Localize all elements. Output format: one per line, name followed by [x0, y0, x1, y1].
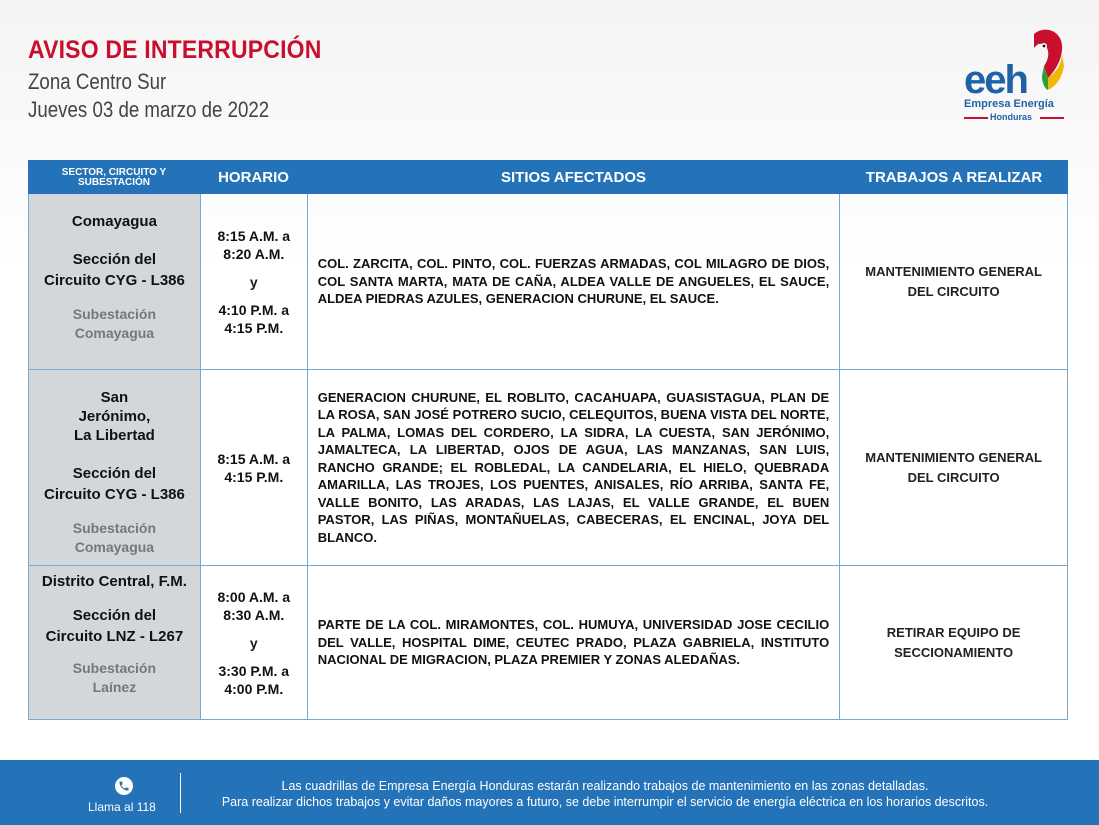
notice-header — [28, 36, 347, 123]
substation: Subestación Comayagua — [72, 306, 157, 341]
schedule-cell — [201, 370, 308, 566]
schedule-cell — [201, 194, 308, 370]
schedule-and: y — [249, 634, 258, 651]
sector-name: Distrito Central, F.M. — [41, 573, 187, 590]
notice-title: AVISO DE INTERRUPCIÓN — [28, 36, 322, 64]
logo-rule-left — [964, 117, 988, 119]
table-row — [28, 566, 1068, 720]
call-label: Llama al 118 — [88, 800, 156, 814]
schedule-second: 3:30 P.M. a 4:00 P.M. — [218, 662, 290, 697]
schedule-and: y — [249, 273, 258, 290]
work-cell — [840, 566, 1068, 720]
logo-company-name: Empresa Energía — [964, 98, 1054, 110]
sites-cell — [308, 566, 841, 720]
sector-cell — [29, 194, 201, 370]
work-cell — [840, 370, 1068, 566]
circuit-section: Sección del Circuito CYG - L386 — [43, 251, 185, 289]
footer-message — [190, 778, 1020, 810]
footer-message-line2: Para realizar dichos trabajos y evitar daños mayores a futuro, se debe interrumpir el servicio de energía eléctrica en los horarios descritos. — [221, 795, 989, 809]
circuit-section: Sección del Circuito CYG - L386 — [43, 465, 185, 503]
date-label: Jueves 03 de marzo de 2022 — [28, 97, 270, 122]
phone-icon[interactable] — [115, 777, 133, 795]
circuit-section: Sección del Circuito LNZ - L267 — [45, 607, 184, 645]
sector-name: San Jerónimo, La Libertad — [73, 389, 155, 444]
substation: Subestación Comayagua — [72, 520, 157, 555]
table-header — [28, 160, 1068, 194]
affected-sites: GENERACION CHURUNE, EL ROBLITO, CACAHUAPA, GUASISTAGUA, PLAN DE LA ROSA, SAN JOSÉ POTRERO SUCIO, CELEQUITOS, BUENA VISTA DEL NORTE, LA PALMA, LOMAS DEL CORDERO, LA SIDRA, LA CUESTA, SAN JERÓNIMO, JAMALTECA, LA LIBERTAD, OJOS DE AGUA, LAS MANZANAS, SAN LUIS, RANCHO GRANDE; EL ROBLEDAL, LA CANDELARIA, EL HIELO, QUEBRADA AMARILLA, LAS TROJES, LOS PUENTES, ANISALES, RÍO ARRIBA, SANTA FE, VALLE BONITO, LAS ARADAS, LAS LAJAS, EL VALLE GRANDE, EL BUEN PASTOR, LAS PIÑAS, MONTAÑUELAS, CABECERAS, EL ENCINAL, JOYA DEL BLANCO. — [317, 389, 830, 545]
header-horario: HORARIO — [218, 168, 289, 186]
affected-sites: COL. ZARCITA, COL. PINTO, COL. FUERZAS ARMADAS, COL MILAGRO DE DIOS, COL SANTA MARTA, MATA DE CAÑA, ALDEA VALLE DE ANGUELES, EL SAUCE, ALDEA PIEDRAS AZULES, GENERACION CHURUNE, EL SAUCE. — [317, 256, 830, 307]
work-description: MANTENIMIENTO GENERAL DEL CIRCUITO — [865, 449, 1042, 485]
interruption-table — [28, 160, 1068, 720]
work-description: MANTENIMIENTO GENERAL DEL CIRCUITO — [865, 263, 1042, 299]
logo-wordmark: eeh — [964, 58, 1027, 102]
sector-cell — [29, 566, 201, 720]
footer-message-line1: Las cuadrillas de Empresa Energía Honduras estarán realizando trabajos de mantenimiento en las zonas detalladas. — [281, 779, 929, 793]
table-row — [28, 194, 1068, 370]
header-sitios: SITIOS AFECTADOS — [500, 168, 646, 186]
sites-cell — [308, 194, 841, 370]
schedule-first: 8:15 A.M. a 4:15 P.M. — [217, 450, 291, 485]
work-description: RETIRAR EQUIPO DE SECCIONAMIENTO — [886, 624, 1021, 660]
table-row — [28, 370, 1068, 566]
header-trabajos: TRABAJOS A REALIZAR — [865, 168, 1043, 186]
schedule-cell — [201, 566, 308, 720]
footer-bar — [0, 760, 1099, 825]
logo-country: Honduras — [990, 112, 1033, 122]
eeh-logo — [960, 26, 1070, 126]
work-cell — [840, 194, 1068, 370]
sector-cell — [29, 370, 201, 566]
sites-cell — [308, 370, 841, 566]
zone-label: Zona Centro Sur — [28, 69, 167, 94]
schedule-second: 4:10 P.M. a 4:15 P.M. — [218, 301, 290, 336]
header-sector: SECTOR, CIRCUITO Y SUBESTACIÓN — [61, 167, 167, 188]
schedule-first: 8:15 A.M. a 8:20 A.M. — [217, 227, 291, 262]
substation: Subestación Laínez — [72, 660, 157, 695]
schedule-first: 8:00 A.M. a 8:30 A.M. — [217, 588, 291, 623]
sector-name: Comayagua — [71, 213, 157, 230]
logo-rule-right — [1040, 117, 1064, 119]
affected-sites: PARTE DE LA COL. MIRAMONTES, COL. HUMUYA, UNIVERSIDAD JOSE CECILIO DEL VALLE, HOSPITAL DIME, CEUTEC PRADO, PLAZA GABRIELA, INSTITUTO NACIONAL DE MIGRACION, PLAZA PREMIER Y ZONAS ALEDAÑAS. — [317, 617, 830, 668]
footer-divider — [180, 773, 181, 813]
